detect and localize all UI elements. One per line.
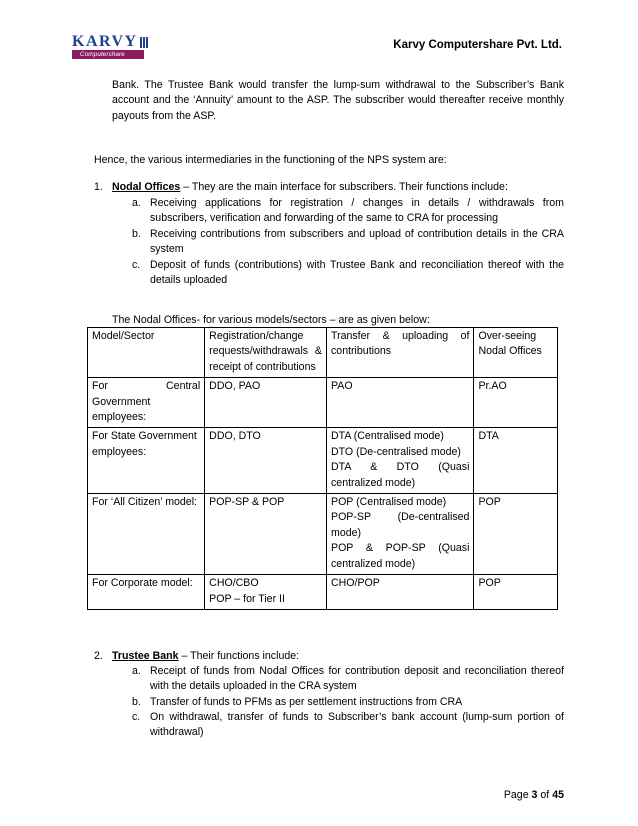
lead-paragraph: Hence, the various intermediaries in the functioning of the NPS system are: [94,154,447,166]
nodal-offices-table [87,327,558,610]
table-cell: POP [474,575,558,610]
item1-text: – They are the main interface for subscribers. Their functions include: [180,181,508,193]
table-row [88,575,558,610]
item2-sub-b-text: Transfer of funds to PFMs as per settlement instructions from CRA [150,696,463,708]
item2-title: Trustee Bank [112,650,179,662]
logo-subtitle: Computershare [72,50,144,59]
table-cell: CHO/CBO POP – for Tier II [205,575,327,610]
table-cell: POP [474,494,558,575]
table-row [88,494,558,575]
page-total: 45 [552,789,564,801]
table-cell: PAO [327,378,474,428]
page-number: 3 [531,789,538,801]
item2-sub-c-text: On withdrawal, transfer of funds to Subscriber’s bank account (lump-sum portion of withdrawal) [150,711,564,739]
item1-sub-a-letter: a. [132,197,141,209]
table-cell: For ‘All Citizen’ model: [88,494,205,575]
header-cell: Registration/change requests/withdrawals & receipt of contributions [205,328,327,378]
header-cell: Model/Sector [88,328,205,378]
item1-number: 1. [94,181,103,193]
item2-sub-c-letter: c. [132,711,141,723]
header-cell: Transfer & uploading of contributions [327,328,474,378]
item1-heading [112,180,508,195]
table-cell: DTA (Centralised mode) DTO (De-centralised mode) DTA & DTO (Quasi centralized mode) [327,428,474,494]
table-row [88,378,558,428]
table-cell: For Corporate model: [88,575,205,610]
item1-sub-b-letter: b. [132,228,141,240]
page-footer [504,788,564,803]
item2-number: 2. [94,650,103,662]
table-header-row [88,328,558,378]
table-cell: For Central Government employees: [88,378,205,428]
item2-sub-a-letter: a. [132,665,141,677]
table-cell: DTA [474,428,558,494]
table-cell: DDO, PAO [205,378,327,428]
table-cell: Pr.AO [474,378,558,428]
item1-sub-c-text: Deposit of funds (contributions) with Trustee Bank and reconciliation thereof with the details uploaded [150,259,564,287]
table-cell: DDO, DTO [205,428,327,494]
item2-sub-b-letter: b. [132,696,141,708]
company-name: Karvy Computershare Pvt. Ltd. [393,39,562,51]
table-row [88,428,558,494]
table-caption: The Nodal Offices- for various models/sectors – are as given below: [112,314,430,326]
table-cell: POP-SP & POP [205,494,327,575]
item1-sub-a-text: Receiving applications for registration / changes in details / withdrawals from subscribers, verification and forwarding of the same to CRA for processing [150,197,564,225]
table-cell: For State Government employees: [88,428,205,494]
header-cell: Over-seeing Nodal Offices [474,328,558,378]
page-word: Page [503,789,529,801]
item1-sub-c-letter: c. [132,259,141,271]
item2-heading [112,649,299,664]
logo-wordmark: KARVY [72,33,138,50]
table-cell: POP (Centralised mode) POP-SP (De-centralised mode) POP & POP-SP (Quasi centralized mode) [327,494,474,575]
item1-sub-b-text: Receiving contributions from subscribers and upload of contribution details in the CRA system [150,228,564,256]
table-cell: CHO/POP [327,575,474,610]
logo-bars-icon [140,37,149,48]
intro-paragraph: Bank. The Trustee Bank would transfer the lump-sum withdrawal to the Subscriber’s Bank account and the ‘Annuity’ amount to the ASP. The subscriber would thereafter receive monthly payouts from the ASP. [112,79,564,122]
item1-title: Nodal Offices [112,181,181,193]
karvy-logo [72,34,152,62]
item2-sub-a-text: Receipt of funds from Nodal Offices for contribution deposit and reconciliation thereof with the details uploaded in the CRA system [150,665,564,693]
item2-text: – Their functions include: [178,650,300,662]
of-word: of [540,789,550,801]
